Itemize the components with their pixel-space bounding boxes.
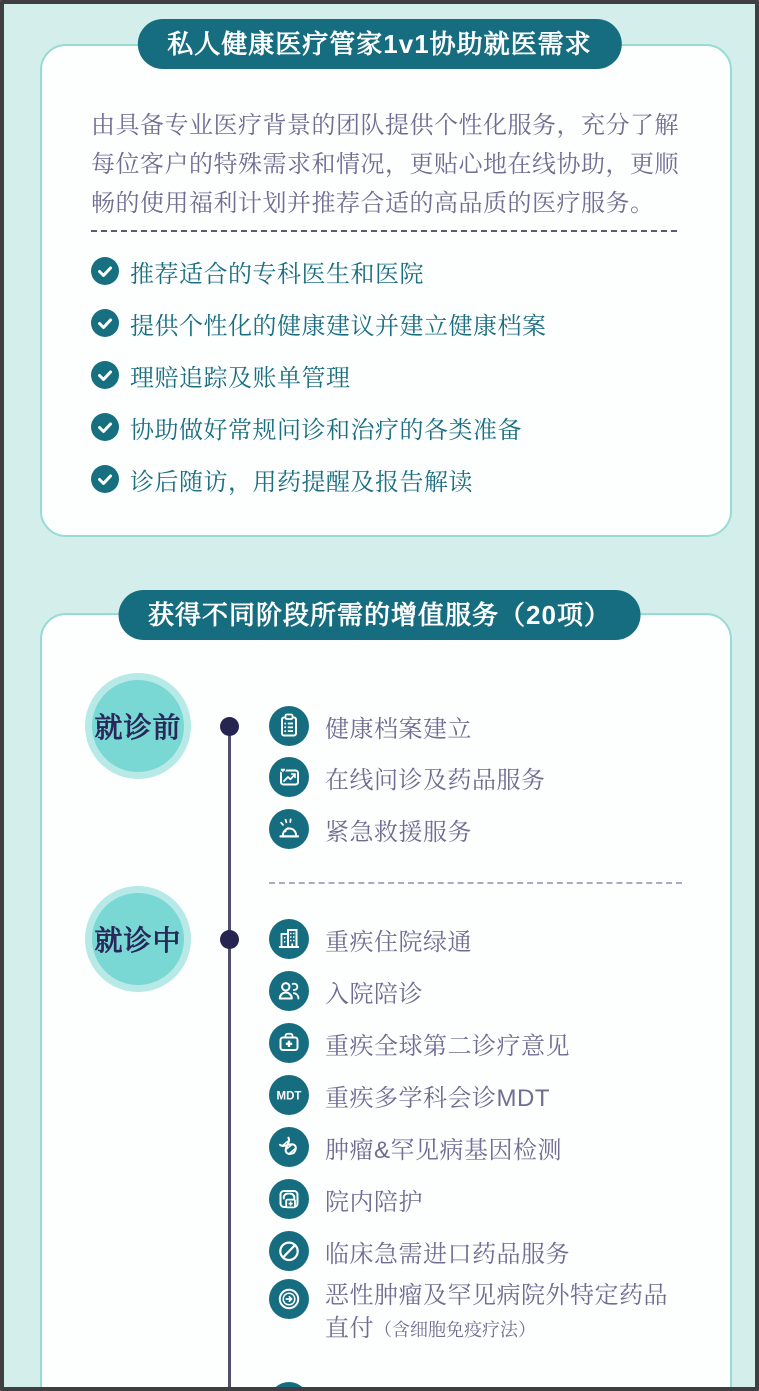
service-label: 重疾住院绿通 xyxy=(325,928,472,956)
ward-care-icon xyxy=(269,1179,309,1219)
phase-badge-before-visit xyxy=(85,673,191,779)
phase-label: 就诊前 xyxy=(92,680,184,772)
service-label: 入院陪诊 xyxy=(325,980,423,1008)
phase-dashed-divider xyxy=(269,882,682,884)
card1-title-pill xyxy=(137,19,621,69)
online-consult-icon xyxy=(269,757,309,797)
medical-kit-icon xyxy=(269,1023,309,1063)
checklist-item xyxy=(91,465,473,496)
card1-description: 由具备专业医疗背景的团队提供个性化服务，充分了解每位客户的特殊需求和情况，更贴心地在线协助，更顺畅的使用福利计划并推荐合适的高品质的医疗服务。 xyxy=(91,112,679,217)
companions-icon xyxy=(269,971,309,1011)
card2-title: 获得不同阶段所需的增值服务（20项） xyxy=(148,600,611,630)
service-item xyxy=(269,757,546,797)
timeline-line xyxy=(228,726,231,1391)
service-item xyxy=(269,1279,677,1347)
check-icon xyxy=(91,361,119,389)
service-item xyxy=(269,1179,423,1219)
service-item xyxy=(269,971,423,1011)
siren-icon xyxy=(269,809,309,849)
check-icon xyxy=(91,465,119,493)
checklist-label: 提供个性化的健康建议并建立健康档案 xyxy=(130,312,547,340)
service-item xyxy=(269,919,472,959)
timeline-dot xyxy=(220,717,239,736)
service-item xyxy=(269,706,472,746)
service-label: 肿瘤&罕见病基因检测 xyxy=(325,1136,563,1164)
card2-title-pill xyxy=(118,590,641,640)
hospital-building-icon xyxy=(269,919,309,959)
checklist-item xyxy=(91,257,424,288)
service-label-main: 恶性肿瘤及罕见病院外特定药品直付 xyxy=(325,1282,668,1342)
svg-text:MDT: MDT xyxy=(276,1090,302,1103)
service-label: 重疾多学科会诊MDT xyxy=(325,1084,550,1112)
card1-title: 私人健康医疗管家1v1协助就医需求 xyxy=(167,29,592,59)
checklist-label: 推荐适合的专科医生和医院 xyxy=(130,260,424,288)
check-icon xyxy=(91,413,119,441)
service-label: 院内陪护 xyxy=(325,1188,423,1216)
service-label: 临床急需进口药品服务 xyxy=(325,1240,570,1268)
service-item xyxy=(269,1127,562,1167)
phase-badge-during-visit xyxy=(85,886,191,992)
mdt-badge-icon xyxy=(269,1075,309,1115)
card1-dashed-divider xyxy=(91,230,677,232)
service-label: 在线问诊及药品服务 xyxy=(325,766,546,794)
dna-icon xyxy=(269,1127,309,1167)
timeline-dot xyxy=(220,930,239,949)
checklist-label: 诊后随访，用药提醒及报告解读 xyxy=(130,468,473,496)
phase-label: 就诊中 xyxy=(92,893,184,985)
service-label xyxy=(325,1279,677,1347)
service-item xyxy=(269,1023,570,1063)
checklist-item xyxy=(91,309,547,340)
checklist-label: 协助做好常规问诊和治疗的各类准备 xyxy=(130,416,522,444)
service-label-note: （含细胞免疫疗法） xyxy=(374,1320,536,1340)
service-item xyxy=(269,1231,570,1271)
checklist-item xyxy=(91,413,522,444)
checklist-item xyxy=(91,361,351,392)
check-icon xyxy=(91,257,119,285)
check-icon xyxy=(91,309,119,337)
service-label: 重疾全球第二诊疗意见 xyxy=(325,1032,570,1060)
clipboard-icon xyxy=(269,706,309,746)
service-item xyxy=(269,809,472,849)
checklist-label: 理赔追踪及账单管理 xyxy=(130,364,351,392)
direct-pay-icon xyxy=(269,1279,309,1319)
service-label: 紧急救援服务 xyxy=(325,818,472,846)
service-item xyxy=(269,1075,550,1115)
service-label: 健康档案建立 xyxy=(325,715,472,743)
imported-drug-icon xyxy=(269,1231,309,1271)
